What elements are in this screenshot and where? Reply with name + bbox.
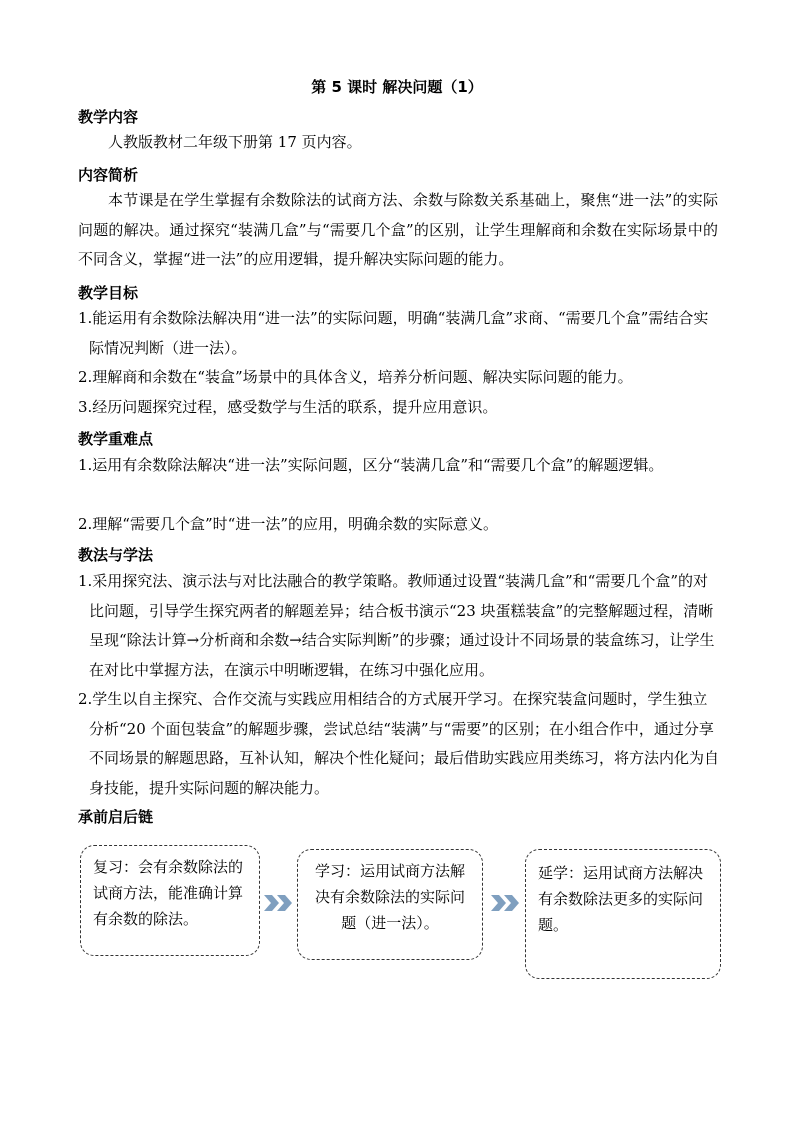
heading-goals: 教学目标 <box>78 284 139 302</box>
goal-item-3: 3.经历问题探究过程，感受数学与生活的联系，提升应用意识。 <box>78 398 498 416</box>
heading-content: 教学内容 <box>78 108 139 126</box>
heading-methods: 教法与学法 <box>78 546 154 564</box>
chain-box-review <box>80 845 260 956</box>
brief-text: 本节课是在学生掌握有余数除法的试商方法、余数与除数关系基础上，聚焦“进一法”的实际问题的解决。通过探究“装满几盒”与“需要几个盒”的区别，让学生理解商和余数在实际场景中的不同含义，掌握“进一法”的应用逻辑，提升解决实际问题的能力。 <box>78 191 718 268</box>
chain-box-learn <box>297 849 483 960</box>
chain-box-learn-text: 学习：运用试商方法解决有余数除法的实际问题（进一法）。 <box>314 862 465 932</box>
heading-key-points: 教学重难点 <box>78 430 154 448</box>
goal-item-2: 2.理解商和余数在“装盒”场景中的具体含义，培养分析问题、解决实际问题的能力。 <box>78 368 633 386</box>
key-item-1: 1.运用有余数除法解决“进一法”实际问题，区分“装满几盒”和“需要几个盒”的解题逻辑。 <box>78 456 664 474</box>
chain-box-review-text: 复习：会有余数除法的试商方法，能准确计算有余数的除法。 <box>93 858 244 928</box>
chain-box-extend <box>525 849 721 979</box>
method-item-1: 1.采用探究法、演示法与对比法融合的教学策略。教师通过设置“装满几盒”和“需要几个盒”的对比问题，引导学生探究两者的解题差异；结合板书演示“23 块蛋糕装盒”的完整解题过程，清晰呈现“除法计算→分析商和余数→结合实际判断”的步骤；通过设计不同场景的装盒练习，让学生在对比中掌握方法，在演示中明晰逻辑，在练习中强化应用。 <box>78 572 715 679</box>
method-item-2: 2.学生以自主探究、合作交流与实践应用相结合的方式展开学习。在探究装盒问题时，学生独立分析“20 个面包装盒”的解题步骤，尝试总结“装满”与“需要”的区别；在小组合作中，通过分享不同场景的解题思路，互补认知，解决个性化疑问；最后借助实践应用类练习，将方法内化为自身技能，提升实际问题的解决能力。 <box>78 690 720 797</box>
content-text: 人教版教材二年级下册第 17 页内容。 <box>108 133 362 151</box>
page-title: 第 5 课时 解决问题（1） <box>311 78 483 96</box>
key-item-2: 2.理解“需要几个盒”时“进一法”的应用，明确余数的实际意义。 <box>78 515 498 533</box>
chain-box-extend-text: 延学：运用试商方法解决有余数除法更多的实际问题。 <box>538 864 704 934</box>
goal-item-1: 1.能运用有余数除法解决用“进一法”的实际问题，明确“装满几盒”求商、“需要几个盒”需结合实际情况判断（进一法）。 <box>78 309 709 357</box>
heading-chain: 承前启后链 <box>78 808 154 826</box>
heading-brief: 内容简析 <box>78 166 139 184</box>
double-chevron-icon <box>262 893 296 913</box>
double-chevron-icon <box>489 893 523 913</box>
